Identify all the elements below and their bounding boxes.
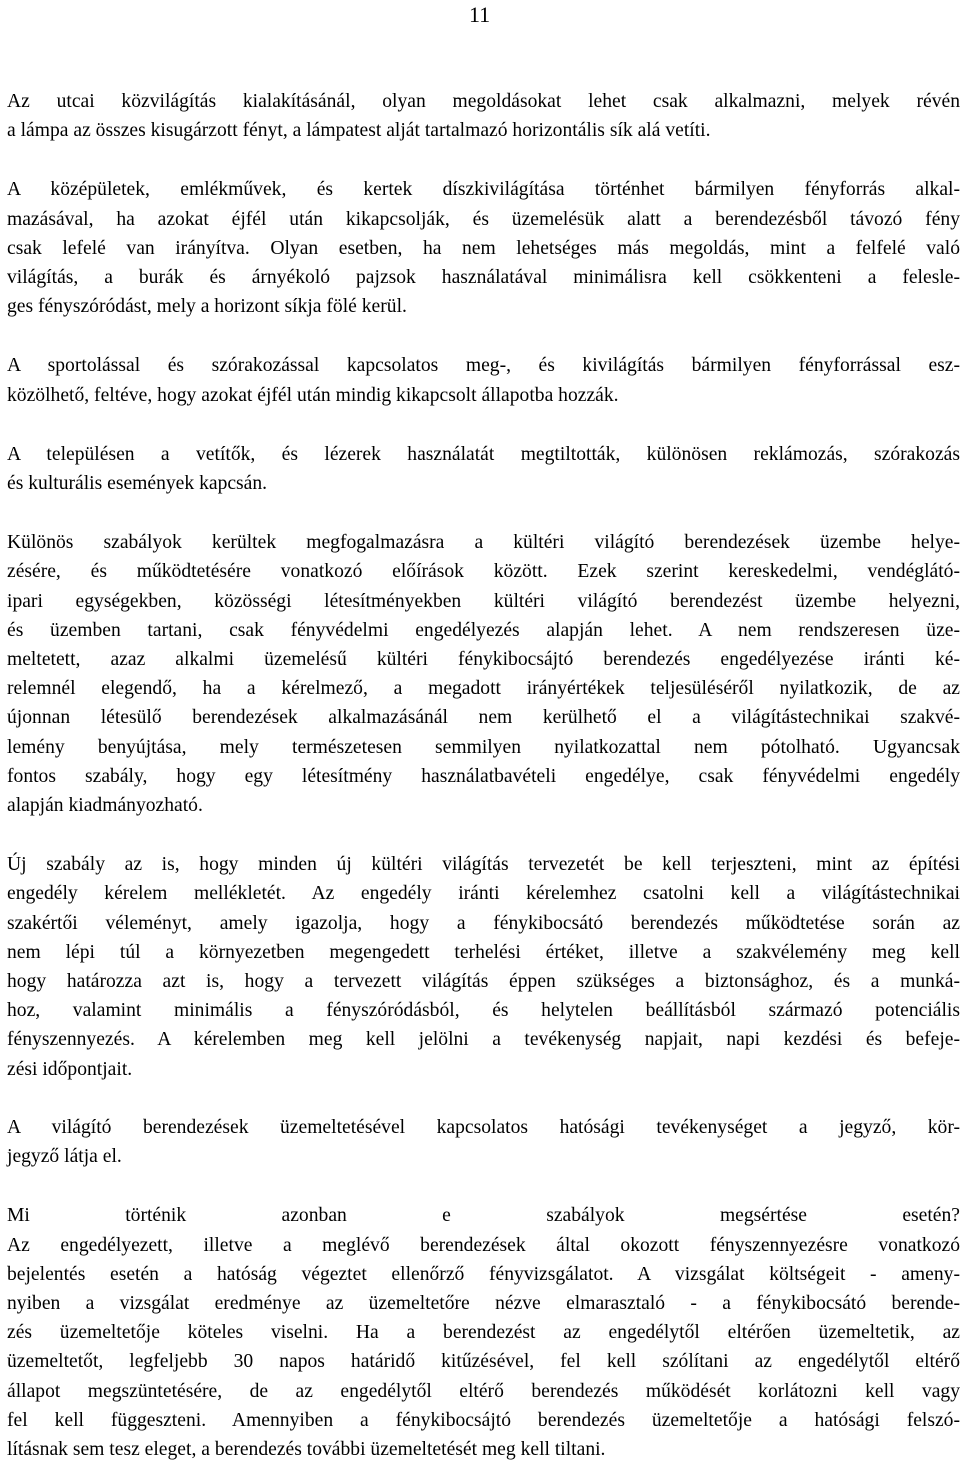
text-line-content: Új szabály az is, hogy minden új kültéri világítás tervezetét be kell terjeszteni, mint az építési bbox=[7, 854, 960, 876]
text-line-content: világítás, a burák és árnyékoló pajzsok használatával minimálisra kell csökkenteni a felesle- bbox=[7, 267, 960, 289]
text-line-content: fel kell függeszteni. Amennyiben a fénykibocsájtó berendezés üzemeltetője a hatósági felszó- bbox=[7, 1409, 960, 1431]
text-line bbox=[7, 879, 960, 908]
text-line bbox=[7, 762, 960, 791]
text-line-content: állapot megszüntetésére, de az engedélytől eltérő berendezés működését korlátozni kell vagy bbox=[7, 1380, 960, 1402]
text-line-content: Mi történik azonban e szabályok megsértése esetén? bbox=[7, 1205, 960, 1227]
text-line-content: A középületek, emlékművek, és kertek díszkivilágítása történhet bármilyen fényforrás alkal- bbox=[7, 179, 960, 201]
text-line-content: mazásával, ha azokat éjfél után kikapcsolják, és üzemelésük alatt a berendezésből távozó fény bbox=[7, 208, 960, 230]
text-line-content: bejelentés esetén a hatóság végeztet ellenőrző fényvizsgálatot. A vizsgálat költségeit - ameny- bbox=[7, 1263, 960, 1285]
paragraph-1 bbox=[7, 87, 960, 145]
paragraph-gap bbox=[7, 410, 960, 440]
text-line bbox=[7, 938, 960, 967]
text-line-content: A világító berendezések üzemeltetésével kapcsolatos hatósági tevékenységet a jegyző, kör- bbox=[7, 1116, 960, 1138]
text-line-content: Különös szabályok kerültek megfogalmazásra a kültéri világító berendezések üzembe helye- bbox=[7, 532, 960, 554]
paragraph-6 bbox=[7, 850, 960, 1084]
paragraph-gap bbox=[7, 820, 960, 850]
text-line-content: A településen a vetítők, és lézerek használatát megtiltották, különösen reklámozás, szórakozás bbox=[7, 443, 960, 465]
text-line-content: csak lefelé van irányítva. Olyan esetben, ha nem lehetséges más megoldás, mint a felfelé való bbox=[7, 237, 960, 259]
text-line bbox=[7, 616, 960, 645]
text-line bbox=[7, 996, 960, 1025]
text-line bbox=[7, 791, 960, 820]
paragraph-5 bbox=[7, 528, 960, 820]
text-line bbox=[7, 1142, 960, 1171]
text-line bbox=[7, 645, 960, 674]
text-line bbox=[7, 557, 960, 586]
text-line bbox=[7, 528, 960, 557]
paragraph-7 bbox=[7, 1113, 960, 1171]
text-line-content: és üzemben tartani, csak fényvédelmi engedélyezés alapján lehet. A nem rendszeresen üze- bbox=[7, 619, 960, 641]
text-line bbox=[7, 1025, 960, 1054]
text-line bbox=[7, 87, 960, 116]
text-line-content: ges fényszóródást, mely a horizont síkja fölé kerül. bbox=[7, 296, 407, 318]
text-line-content: fényszennyezés. A kérelemben meg kell jelölni a tevékenység napjait, napi kezdési és befeje- bbox=[7, 1029, 960, 1051]
paragraph-gap bbox=[7, 498, 960, 528]
text-line-content: zés üzemeltetője köteles viselni. Ha a berendezést az engedélytől eltérően üzemeltetik, az bbox=[7, 1322, 960, 1344]
text-line-content: alapján kiadmányozható. bbox=[7, 795, 203, 817]
text-line-content: nyiben a vizsgálat eredménye az üzemeltetőre nézve elmarasztaló - a fénykibocsátó berende- bbox=[7, 1292, 960, 1314]
text-line bbox=[7, 205, 960, 234]
text-line-content: Az utcai közvilágítás kialakításánál, olyan megoldásokat lehet csak alkalmazni, melyek révén bbox=[7, 91, 960, 112]
text-line bbox=[7, 292, 960, 321]
text-line bbox=[7, 1201, 960, 1230]
text-line bbox=[7, 263, 960, 292]
text-line-content: üzemeltetőt, legfeljebb 30 napos határidő kitűzésével, fel kell szólítani az engedélytől eltérő bbox=[7, 1351, 960, 1373]
text-line bbox=[7, 1318, 960, 1347]
text-line-content: újonnan létesülő berendezések alkalmazásánál nem kerülhető el a világítástechnikai szakvé- bbox=[7, 707, 960, 729]
paragraph-gap bbox=[7, 1171, 960, 1201]
text-line-content: közölhető, feltéve, hogy azokat éjfél után mindig kikapcsolt állapotba hozzák. bbox=[7, 384, 619, 406]
paragraph-2 bbox=[7, 175, 960, 321]
text-line-content: nem lépi túl a környezetben megengedett terhelési értéket, illetve a szakvélemény meg kell bbox=[7, 941, 960, 963]
paragraph-4 bbox=[7, 440, 960, 498]
text-line-content: hogy határozza azt is, hogy a tervezett világítás éppen szükséges a biztonsághoz, és a munká- bbox=[7, 971, 960, 993]
paragraph-8 bbox=[7, 1201, 960, 1464]
text-line bbox=[7, 1347, 960, 1376]
text-line bbox=[7, 469, 960, 498]
text-line bbox=[7, 909, 960, 938]
text-line bbox=[7, 733, 960, 762]
text-line bbox=[7, 850, 960, 879]
text-line-content: engedély kérelem mellékletét. Az engedély iránti kérelemhez csatolni kell a világítástechnikai bbox=[7, 883, 960, 905]
text-line bbox=[7, 1435, 960, 1464]
paragraph-gap bbox=[7, 321, 960, 351]
text-line-content: ipari egységekben, közösségi létesítményekben kültéri világító berendezést üzembe helyezni, bbox=[7, 590, 960, 612]
text-line-content: hoz, valamint minimális a fényszóródásból, és helytelen beállításból származó potenciális bbox=[7, 1000, 960, 1022]
text-line bbox=[7, 587, 960, 616]
text-line-content: lemény benyújtása, mely természetesen semmilyen nyilatkozattal nem pótolható. Ugyancsak bbox=[7, 736, 960, 758]
text-line-content: jegyző látja el. bbox=[7, 1146, 122, 1168]
text-line bbox=[7, 967, 960, 996]
text-line-content: relemnél elegendő, ha a kérelmező, a megadott irányértékek teljesüléséről nyilatkozik, de az bbox=[7, 678, 960, 700]
text-line bbox=[7, 351, 960, 380]
text-line-content: szakértői véleményt, amely igazolja, hogy a fénykibocsátó berendezés működtetése során az bbox=[7, 912, 960, 934]
text-line bbox=[7, 1231, 960, 1260]
text-line bbox=[7, 1260, 960, 1289]
text-line bbox=[7, 1377, 960, 1406]
document-body bbox=[7, 87, 960, 1464]
text-line bbox=[7, 1113, 960, 1142]
text-line bbox=[7, 703, 960, 732]
text-line-content: a lámpa az összes kisugárzott fényt, a lámpatest alját tartalmazó horizontális sík alá vetíti. bbox=[7, 120, 711, 142]
text-line bbox=[7, 381, 960, 410]
text-line bbox=[7, 1055, 960, 1084]
text-line-content: A sportolással és szórakozással kapcsolatos meg-, és kivilágítás bármilyen fényforrással esz- bbox=[7, 355, 960, 377]
text-line bbox=[7, 440, 960, 469]
text-line bbox=[7, 234, 960, 263]
text-line-content: Az engedélyezett, illetve a meglévő berendezések által okozott fényszennyezésre vonatkozó bbox=[7, 1234, 960, 1256]
text-line bbox=[7, 1406, 960, 1435]
text-line-content: zésére, és működtetésére vonatkozó előírások között. Ezek szerint kereskedelmi, vendéglátó- bbox=[7, 561, 960, 583]
text-line-content: meltetett, azaz alkalmi üzemelésű kültéri fénykibocsájtó berendezés engedélyezése iránti ké- bbox=[7, 649, 960, 671]
text-line-content: fontos szabály, hogy egy létesítmény használatbavételi engedélye, csak fényvédelmi engedély bbox=[7, 765, 960, 787]
text-line-content: és kulturális események kapcsán. bbox=[7, 473, 268, 495]
text-line bbox=[7, 175, 960, 204]
text-line-content: zési időpontjait. bbox=[7, 1058, 133, 1080]
text-line bbox=[7, 116, 960, 145]
text-line bbox=[7, 674, 960, 703]
paragraph-gap bbox=[7, 1084, 960, 1113]
paragraph-gap bbox=[7, 145, 960, 175]
text-line-content: lításnak sem tesz eleget, a berendezés további üzemeltetését meg kell tiltani. bbox=[7, 1438, 606, 1460]
paragraph-3 bbox=[7, 351, 960, 409]
text-line bbox=[7, 1289, 960, 1318]
page-number: 11 bbox=[469, 2, 491, 27]
